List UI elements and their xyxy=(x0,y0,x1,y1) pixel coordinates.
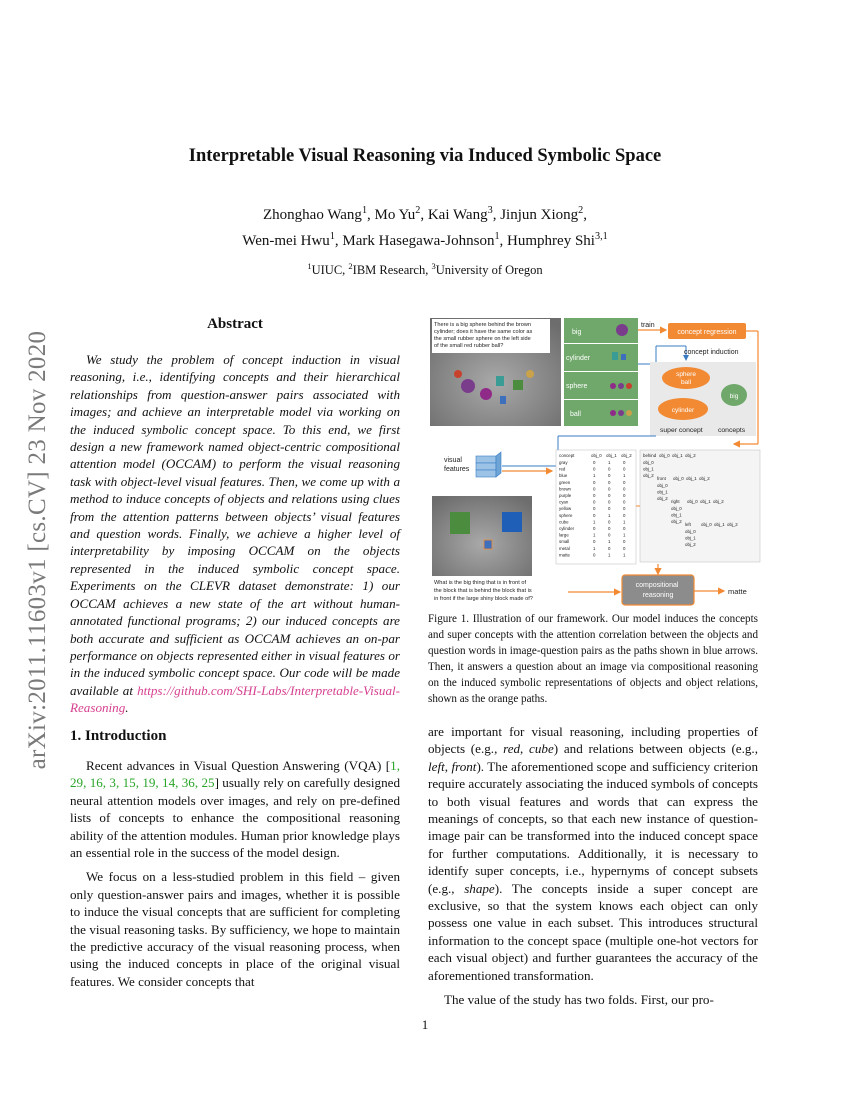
train-label: train xyxy=(641,322,655,329)
table-cell: 0 xyxy=(623,486,626,492)
table-cell: purple xyxy=(559,493,572,498)
table-cell: 0 xyxy=(608,532,611,538)
relation-table-cell: front xyxy=(657,476,666,481)
table-cell: 1 xyxy=(593,545,596,551)
table-cell: 1 xyxy=(608,460,611,465)
concept-row-big: big xyxy=(572,329,582,336)
table-cell: 1 xyxy=(608,539,611,545)
affiliations: $^1$UIUC, $^2$IBM Research, $^3$University of Oregon xyxy=(307,261,543,278)
table-cell: cube xyxy=(559,519,569,525)
relation-table-cell: obj_2 xyxy=(699,476,710,481)
relation-table-cell: obj_2 xyxy=(727,522,738,527)
author: Mo Yu$^2$ xyxy=(374,205,421,223)
svg-text:big: big xyxy=(729,393,739,400)
author: Kai Wang$^3$ xyxy=(427,205,493,223)
table-cell: 0 xyxy=(608,473,611,479)
table-cell: 0 xyxy=(593,512,596,518)
question-text: There is a big sphere behind the brown cylinder; does it have the same color as the small rubber sphere on the left side of the small red rubber ball? xyxy=(434,322,533,349)
introduction-right-column: are important for visual reasoning, including properties of objects (e.g., red, cube) and relations between objects (e.g., left, front). The aforementioned scope and sufficiency criterion require accurately associating the induced symbols of concepts to both visual features and words that can express the meanings of concepts, so that each new instance of question-image pair can be transformed into the induced concept space for further computations. Additionally, it is necessary to identify super concepts, i.e., hypernyms of concept subsets (e.g., shape). The concepts inside a super concept are exclusive, so that the system knows each object can only possess one value in each subset. This introduces structural information to the concept space (multiple one-hot vectors for each visual object) and further guarantees the accuracy of the aforementioned transformation. The value of the study has two folds. First, our pro- xyxy=(428,724,758,1008)
table-cell: 0 xyxy=(608,526,611,531)
table-cell: cylinder xyxy=(559,526,575,531)
table-cell: 0 xyxy=(593,479,596,485)
author: Jinjun Xiong$^2$ xyxy=(500,205,584,223)
svg-text:cylinder: cylinder xyxy=(671,407,695,414)
table-cell: 0 xyxy=(608,493,611,498)
table-cell: 0 xyxy=(623,526,626,531)
relation-table-cell: obj_1 xyxy=(685,535,696,541)
relation-table-cell: obj_1 xyxy=(672,453,683,458)
relation-table-cell: obj_2 xyxy=(671,519,682,524)
table-cell: 1 xyxy=(623,552,626,558)
table-cell: 1 xyxy=(593,519,596,525)
relation-table-cell: obj_0 xyxy=(685,529,696,534)
code-link[interactable]: https://github.com/SHI-Labs/Interpretable-Visual-Reasoning xyxy=(70,682,400,716)
visual-features-icon xyxy=(476,452,501,477)
relation-table-cell: obj_1 xyxy=(671,512,682,518)
table-cell: 0 xyxy=(593,526,596,531)
figure-caption: Figure 1. Illustration of our framework. Our model induces the concepts and super concepts with the attention correlation between the objects and question words in image-question pairs as the paths shown in blue arrows. Then, it answers a question about an image via compositional reasoning on the induced symbolic representations of objects and object relations, shown as the orange paths. xyxy=(428,613,758,705)
table-header-cell: obj_2 xyxy=(621,453,632,458)
table-cell: matte xyxy=(559,552,570,558)
table-cell: 1 xyxy=(623,519,626,525)
table-cell: 0 xyxy=(608,486,611,492)
table-cell: green xyxy=(559,479,571,485)
relation-table-cell: behind xyxy=(643,453,657,458)
table-cell: 0 xyxy=(623,512,626,518)
cube-object xyxy=(450,512,470,534)
relation-table-cell: obj_0 xyxy=(671,506,682,511)
relation-table-cell: obj_0 xyxy=(643,460,654,465)
sphere-object xyxy=(480,388,492,400)
table-cell: 0 xyxy=(608,466,611,472)
table-cell: metal xyxy=(559,545,570,551)
cylinder-object xyxy=(500,396,506,404)
svg-text:compositional reasoning: compositional reasoning xyxy=(635,582,679,599)
table-cell: red xyxy=(559,466,566,472)
table-cell: 1 xyxy=(593,473,596,479)
relation-table-cell: obj_2 xyxy=(657,496,668,501)
cube-object xyxy=(513,380,523,390)
table-cell: 1 xyxy=(593,532,596,538)
paper-title: Interpretable Visual Reasoning via Induced Symbolic Space xyxy=(188,146,662,166)
cube-object xyxy=(502,512,522,532)
table-cell: 1 xyxy=(623,473,626,479)
concept-induction-label: concept induction xyxy=(684,349,739,356)
table-cell: 1 xyxy=(608,552,611,558)
abstract-heading: Abstract xyxy=(207,316,263,332)
cylinder-object xyxy=(496,376,504,386)
relation-table-cell: obj_1 xyxy=(714,522,725,527)
super-concept-label: super concept xyxy=(660,427,703,434)
relation-table-cell: obj_2 xyxy=(685,542,696,547)
svg-text:concept regression: concept regression xyxy=(677,329,737,336)
citation-links[interactable]: 1, 29, 16, 3, 15, 19, 14, 36, 25 xyxy=(70,758,400,791)
table-cell: gray xyxy=(559,460,568,465)
author: Wen-mei Hwu$^1$ xyxy=(242,231,335,249)
svg-text:ball: ball xyxy=(680,379,692,386)
relation-table-cell: right xyxy=(671,499,680,504)
relation-table-cell: obj_2 xyxy=(685,453,696,458)
table-cell: cyan xyxy=(559,499,569,505)
table-cell: 0 xyxy=(593,552,596,558)
relation-table-cell: obj_0 xyxy=(659,453,670,458)
table-header-cell: obj_0 xyxy=(591,453,602,458)
abstract-body: We study the problem of concept induction in visual reasoning, i.e., identifying concepts and their hierarchical relationships from question-answer pairs associated with images; and achieve an interpretable model via working on the induced symbolic concept space. To this end, we first design a new framework named object-centric compositional attention model (OCCAM) to perform the visual reasoning task with object-level visual features. Then, we come up with a method to induce concepts of objects and relations using clues from the attention patterns between objects’ visual features and question words. Finally, we achieve a higher level of interpretability by imposing OCCAM on the objects represented in the induced symbolic concept space. Experiments on the CLEVR dataset demonstrate: 1) our OCCAM achieves a new state of the art without human-annotated functional programs; 2) our induced concepts are both accurate and sufficient as OCCAM achieves an on-par performance on objects represented either in visual features or in the induced symbolic concept space. Our code will be made available at https://github.com/SHI-Labs/Interpretable-Visual-Reasoning. xyxy=(70,352,400,716)
table-cell: 0 xyxy=(623,466,626,472)
sphere-object xyxy=(454,370,462,378)
concept-row-cylinder: cylinder xyxy=(566,355,591,362)
clevr-scene-image-2 xyxy=(432,496,532,576)
concepts-label: concepts xyxy=(718,427,746,434)
table-cell: brown xyxy=(559,486,571,492)
relation-table-cell: obj_0 xyxy=(687,499,698,504)
table-header-cell: obj_1 xyxy=(606,453,617,458)
page-number: 1 xyxy=(421,1017,429,1032)
author-list: Zhonghao Wang$^1$, Mo Yu$^2$, Kai Wang$^3$, Jinjun Xiong$^2$, Wen-mei Hwu$^1$, Mark Hasegawa-Johnson$^1$, Humphrey Shi$^{3,1}$ xyxy=(242,205,608,249)
relation-tables xyxy=(640,450,760,562)
sphere-object xyxy=(461,379,475,393)
relation-table-cell: obj_1 xyxy=(686,476,697,481)
relation-table-cell: obj_0 xyxy=(657,483,668,488)
visual-features-label: visual features xyxy=(444,457,470,473)
object-concept-table xyxy=(556,450,636,564)
svg-text:sphere: sphere xyxy=(676,371,696,378)
table-cell: 0 xyxy=(608,545,611,551)
table-cell: large xyxy=(559,532,569,538)
table-cell: sphere xyxy=(559,512,573,518)
answer-label: matte xyxy=(728,587,747,596)
table-cell: 0 xyxy=(593,506,596,512)
table-cell: 0 xyxy=(623,506,626,512)
table-cell: 0 xyxy=(623,479,626,485)
sphere-object xyxy=(526,370,534,378)
relation-table-cell: obj_0 xyxy=(701,522,712,527)
table-cell: yellow xyxy=(559,506,572,512)
table-cell: 0 xyxy=(608,519,611,525)
introduction-left-column: Recent advances in Visual Question Answering (VQA) [1, 29, 16, 3, 15, 19, 14, 36, 25] usually rely on carefully designed neural attention models over images, and rely on pre-defined lists of concepts to enhance the compositional reasoning ability of the attention modules. Human prior knowledge plays an essential role in the success of the model design. We focus on a less-studied problem in this field – given only question-answer pairs and images, whether it is possible to induce the visual concepts that are sufficient for completing the visual reasoning tasks. By sufficiency, we hope to maintain the predictive accuracy of the visual reasoning process, when using the induced concepts in place of the original visual features. We consider concepts that xyxy=(70,758,401,989)
table-cell: 0 xyxy=(593,499,596,505)
relation-table-cell: obj_2 xyxy=(643,473,654,478)
table-cell: 0 xyxy=(593,486,596,492)
table-cell: 0 xyxy=(608,499,611,505)
author: Mark Hasegawa-Johnson$^1$ xyxy=(342,231,500,249)
table-cell: 0 xyxy=(593,493,596,498)
table-cell: 0 xyxy=(593,460,596,465)
relation-table-cell: obj_2 xyxy=(713,499,724,504)
table-cell: 0 xyxy=(623,499,626,505)
relation-table-cell: obj_0 xyxy=(673,476,684,481)
table-cell: 1 xyxy=(623,532,626,538)
table-cell: 0 xyxy=(623,545,626,551)
concept-row-sphere: sphere xyxy=(566,383,588,390)
table-cell: 0 xyxy=(593,539,596,545)
relation-table-cell: obj_1 xyxy=(700,499,711,504)
table-cell: small xyxy=(559,539,570,545)
table-header-cell: concept xyxy=(559,453,575,458)
question-text-bottom: What is the big thing that is in front of the block that is behind the block that is in front if the large shiny block made of? xyxy=(434,580,533,602)
table-cell: 1 xyxy=(608,512,611,518)
author: Humphrey Shi$^{3,1}$ xyxy=(507,231,608,249)
arxiv-identifier: arXiv:2011.11603v1 [cs.CV] 23 Nov 2020 xyxy=(24,330,51,770)
table-cell: 0 xyxy=(593,466,596,472)
concept-row-ball: ball xyxy=(570,411,581,418)
table-cell: 0 xyxy=(608,479,611,485)
table-cell: 0 xyxy=(623,460,626,465)
table-cell: 0 xyxy=(623,493,626,498)
relation-table-cell: left xyxy=(685,522,691,527)
compositional-reasoning-box xyxy=(622,575,694,605)
relation-table-cell: obj_1 xyxy=(657,489,668,495)
cube-object xyxy=(484,540,492,549)
author: Zhonghao Wang$^1$ xyxy=(263,205,368,223)
table-cell: 0 xyxy=(623,539,626,545)
section-heading-introduction: 1. Introduction xyxy=(70,728,167,744)
figure-1 xyxy=(428,316,766,610)
table-cell: 0 xyxy=(608,506,611,512)
table-cell: blue xyxy=(559,473,568,479)
relation-table-cell: obj_1 xyxy=(643,466,654,472)
